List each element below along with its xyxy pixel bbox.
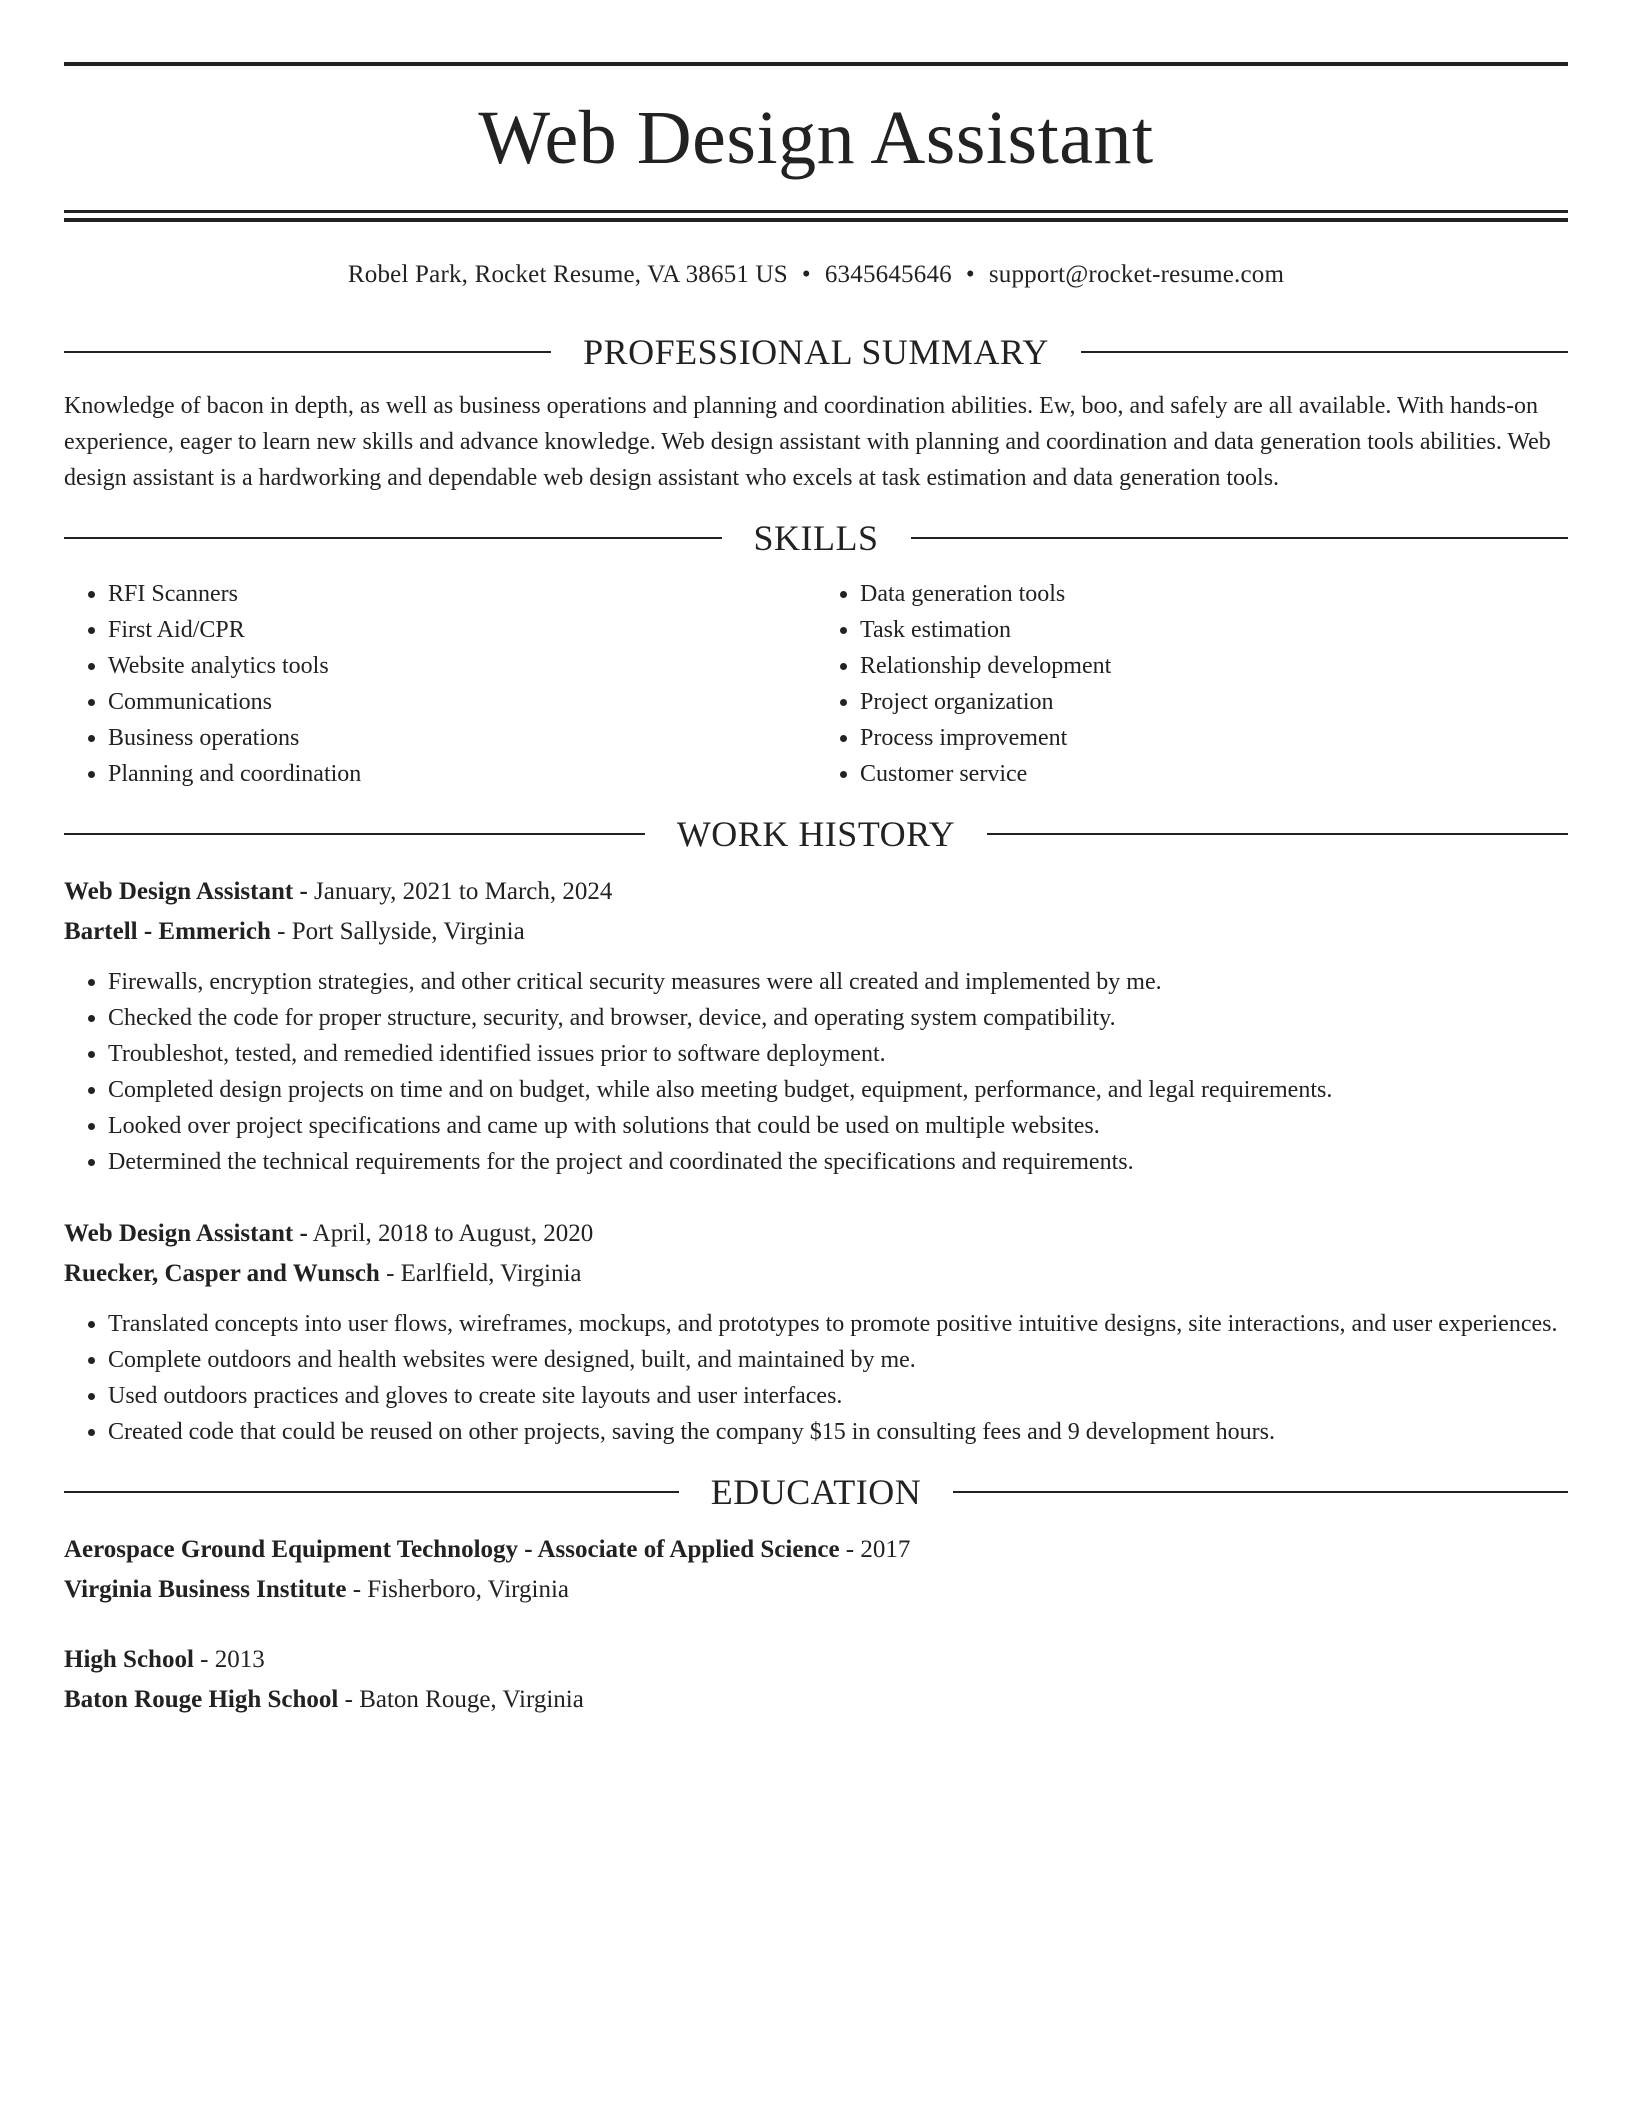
education-school: Virginia Business Institute bbox=[64, 1576, 347, 1603]
dash: - bbox=[386, 1260, 395, 1287]
education-entry bbox=[64, 1530, 1568, 1610]
job-company: Bartell - Emmerich bbox=[64, 918, 271, 945]
job-title: Web Design Assistant bbox=[64, 878, 294, 905]
divider-line bbox=[953, 1491, 1568, 1493]
dash: - bbox=[277, 918, 286, 945]
section-heading-work bbox=[64, 812, 1568, 856]
job-location: Earlfield, Virginia bbox=[400, 1260, 582, 1287]
job-dates: April, 2018 to August, 2020 bbox=[312, 1220, 594, 1247]
contact-email: support@rocket-resume.com bbox=[988, 261, 1285, 288]
dash: - bbox=[845, 1536, 855, 1563]
skill-item: • Process improvement bbox=[860, 720, 1568, 756]
title-double-rule bbox=[64, 210, 1568, 222]
dash: - bbox=[344, 1686, 353, 1713]
skill-item: • Relationship development bbox=[860, 648, 1568, 684]
job-bullets bbox=[64, 964, 1568, 1180]
education-degree: Aerospace Ground Equipment Technology - Associate of Applied Science bbox=[64, 1536, 840, 1563]
divider-line bbox=[911, 537, 1569, 539]
education-degree-line bbox=[64, 1530, 1568, 1570]
job-bullet: • Completed design projects on time and on budget, while also meeting budget, equipment, performance, and legal requirements. bbox=[108, 1072, 1568, 1108]
job-entry bbox=[64, 1214, 1568, 1450]
section-title: PROFESSIONAL SUMMARY bbox=[583, 332, 1049, 372]
education-entry bbox=[64, 1640, 1568, 1720]
job-bullet: • Used outdoors practices and gloves to create site layouts and user interfaces. bbox=[108, 1378, 1568, 1414]
skill-item: • Website analytics tools bbox=[108, 648, 816, 684]
education-degree: High School bbox=[64, 1646, 194, 1673]
divider-line bbox=[987, 833, 1568, 835]
section-title: EDUCATION bbox=[710, 1472, 922, 1512]
education-year: 2017 bbox=[860, 1536, 911, 1563]
section-heading-skills bbox=[64, 516, 1568, 560]
skills-column-left bbox=[64, 576, 816, 792]
dash: - bbox=[200, 1646, 209, 1673]
dash: - bbox=[299, 1220, 308, 1247]
job-title-line bbox=[64, 1214, 1568, 1254]
job-bullets bbox=[64, 1306, 1568, 1450]
job-bullet: • Determined the technical requirements for the project and coordinated the specifications and requirements. bbox=[108, 1144, 1568, 1180]
education-degree-line bbox=[64, 1640, 1568, 1680]
job-bullet: • Looked over project specifications and came up with solutions that could be used on multiple websites. bbox=[108, 1108, 1568, 1144]
contact-phone: 6345645646 bbox=[824, 261, 952, 288]
job-bullet: • Troubleshot, tested, and remedied identified issues prior to software deployment. bbox=[108, 1036, 1568, 1072]
divider-line bbox=[64, 351, 551, 353]
job-bullet: • Firewalls, encryption strategies, and other critical security measures were all created and implemented by me. bbox=[108, 964, 1568, 1000]
skill-item: • Project organization bbox=[860, 684, 1568, 720]
education-location: Baton Rouge, Virginia bbox=[359, 1686, 584, 1713]
divider-line bbox=[64, 1491, 679, 1493]
job-dates: January, 2021 to March, 2024 bbox=[314, 878, 613, 905]
job-title-line bbox=[64, 872, 1568, 912]
dash: - bbox=[352, 1576, 362, 1603]
section-heading-summary bbox=[64, 330, 1568, 374]
job-location: Port Sallyside, Virginia bbox=[291, 918, 525, 945]
skill-item: • Customer service bbox=[860, 756, 1568, 792]
skill-item: • Task estimation bbox=[860, 612, 1568, 648]
skill-item: • Planning and coordination bbox=[108, 756, 816, 792]
contact-address: Robel Park, Rocket Resume, VA 38651 US bbox=[347, 261, 788, 288]
section-heading-education bbox=[64, 1470, 1568, 1514]
education-school-line bbox=[64, 1570, 1568, 1610]
skill-item: • RFI Scanners bbox=[108, 576, 816, 612]
job-company-line bbox=[64, 1254, 1568, 1294]
education-year: 2013 bbox=[214, 1646, 265, 1673]
section-title: WORK HISTORY bbox=[676, 814, 956, 854]
section-title: SKILLS bbox=[753, 518, 879, 558]
job-bullet: • Translated concepts into user flows, wireframes, mockups, and prototypes to promote positive intuitive designs, site interactions, and user experiences. bbox=[108, 1306, 1568, 1342]
top-rule bbox=[64, 62, 1568, 66]
job-entry bbox=[64, 872, 1568, 1180]
contact-separator: • bbox=[965, 261, 975, 288]
job-bullet: • Complete outdoors and health websites were designed, built, and maintained by me. bbox=[108, 1342, 1568, 1378]
skill-item: • Communications bbox=[108, 684, 816, 720]
resume-title: Web Design Assistant bbox=[478, 96, 1154, 180]
contact-line bbox=[64, 260, 1568, 290]
job-bullet: • Created code that could be reused on other projects, saving the company $15 in consulting fees and 9 development hours. bbox=[108, 1414, 1568, 1450]
dash: - bbox=[299, 878, 308, 905]
skills-list bbox=[64, 576, 1568, 792]
skill-item: • First Aid/CPR bbox=[108, 612, 816, 648]
divider-line bbox=[64, 833, 645, 835]
education-location: Fisherboro, Virginia bbox=[367, 1576, 570, 1603]
skill-item: • Business operations bbox=[108, 720, 816, 756]
education-school-line bbox=[64, 1680, 1568, 1720]
job-company: Ruecker, Casper and Wunsch bbox=[64, 1260, 380, 1287]
job-bullet: • Checked the code for proper structure, security, and browser, device, and operating system compatibility. bbox=[108, 1000, 1568, 1036]
summary-text: Knowledge of bacon in depth, as well as business operations and planning and coordination abilities. Ew, boo, and safely are all available. With hands-on experience, eager to learn new skills and advance knowledge. Web design assistant with planning and coordination and data generation tools abilities. Web design assistant is a hardworking and dependable web design assistant who excels at task estimation and data generation tools. bbox=[64, 393, 1551, 491]
skill-item: • Data generation tools bbox=[860, 576, 1568, 612]
job-company-line bbox=[64, 912, 1568, 952]
divider-line bbox=[1081, 351, 1568, 353]
job-title: Web Design Assistant bbox=[64, 1220, 294, 1247]
skills-column-right bbox=[816, 576, 1568, 792]
education-school: Baton Rouge High School bbox=[64, 1686, 339, 1713]
divider-line bbox=[64, 537, 722, 539]
contact-separator: • bbox=[801, 261, 811, 288]
